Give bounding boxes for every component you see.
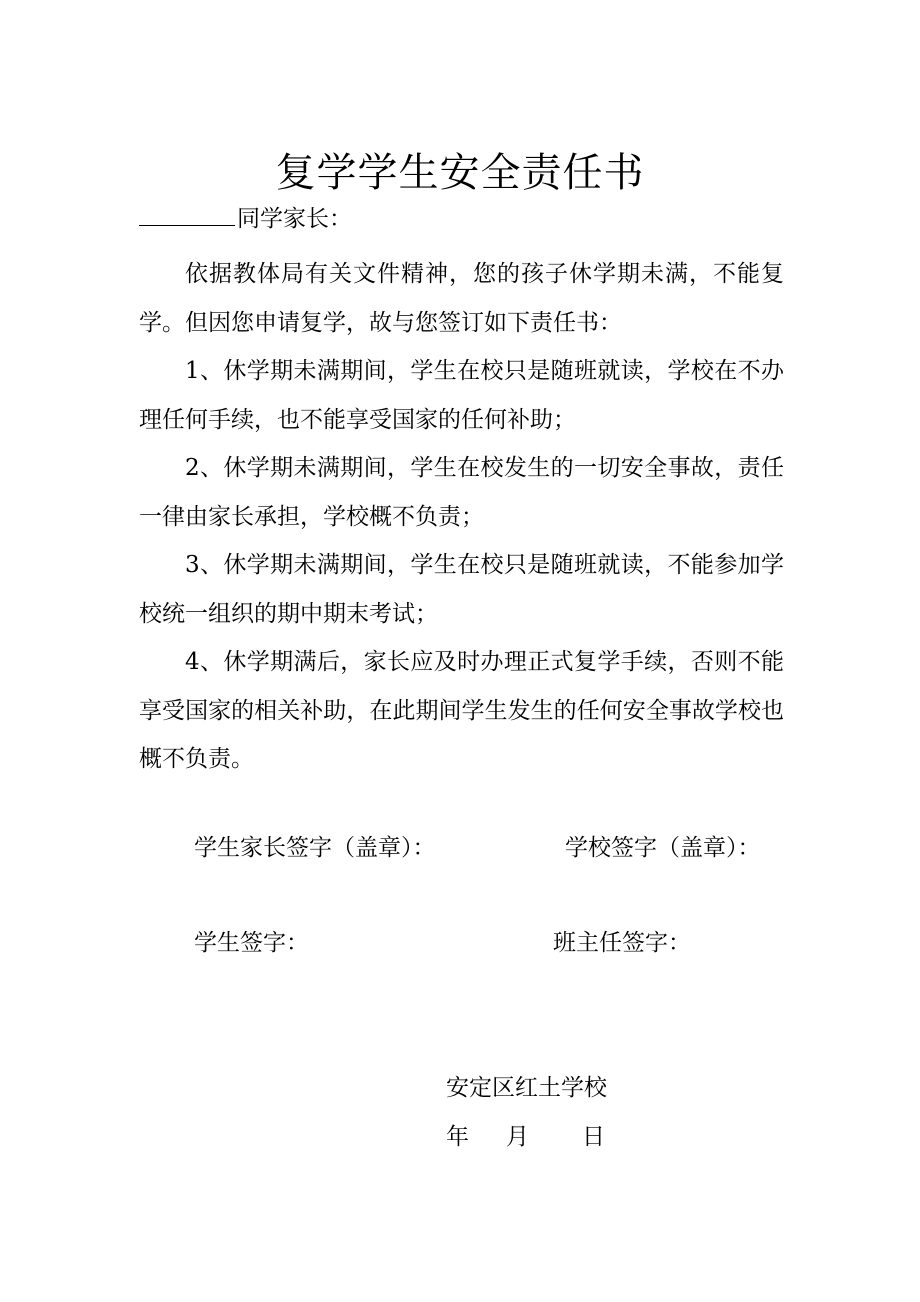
- clause-1: 1、休学期未满期间，学生在校只是随班就读，学校在不办理任何手续，也不能享受国家的任何补助；: [139, 358, 784, 433]
- document-body: [139, 250, 784, 784]
- school-signature-label: 学校签字（盖章）：: [565, 835, 761, 861]
- clause-3: 3、休学期未满期间，学生在校只是随班就读，不能参加学校统一组织的期中期末考试；: [139, 552, 784, 627]
- student-signature-label: 学生签字：: [194, 930, 309, 956]
- document-title: 复学学生安全责任书: [275, 150, 645, 196]
- date-day-label: 日: [582, 1124, 605, 1150]
- salutation-text: 同学家长：: [237, 206, 352, 232]
- intro-paragraph: 依据教体局有关文件精神，您的孩子休学期未满，不能复学。但因您申请复学，故与您签订如下责任书：: [139, 261, 784, 336]
- issuer-name: 安定区红土学校: [446, 1075, 607, 1101]
- student-name-blank: [139, 203, 235, 226]
- date-line: [446, 1121, 605, 1153]
- date-year-label: 年: [446, 1124, 469, 1150]
- parent-signature-label: 学生家长签字（盖章）：: [194, 835, 436, 861]
- salutation-line: [139, 203, 352, 235]
- head-teacher-signature-label: 班主任签字：: [553, 930, 691, 956]
- clause-4: 4、休学期满后，家长应及时办理正式复学手续，否则不能享受国家的相关补助，在此期间学生发生的任何安全事故学校也概不负责。: [139, 649, 784, 772]
- clause-2: 2、休学期未满期间，学生在校发生的一切安全事故，责任一律由家长承担，学校概不负责；: [139, 455, 784, 530]
- date-month-label: 月: [506, 1124, 529, 1150]
